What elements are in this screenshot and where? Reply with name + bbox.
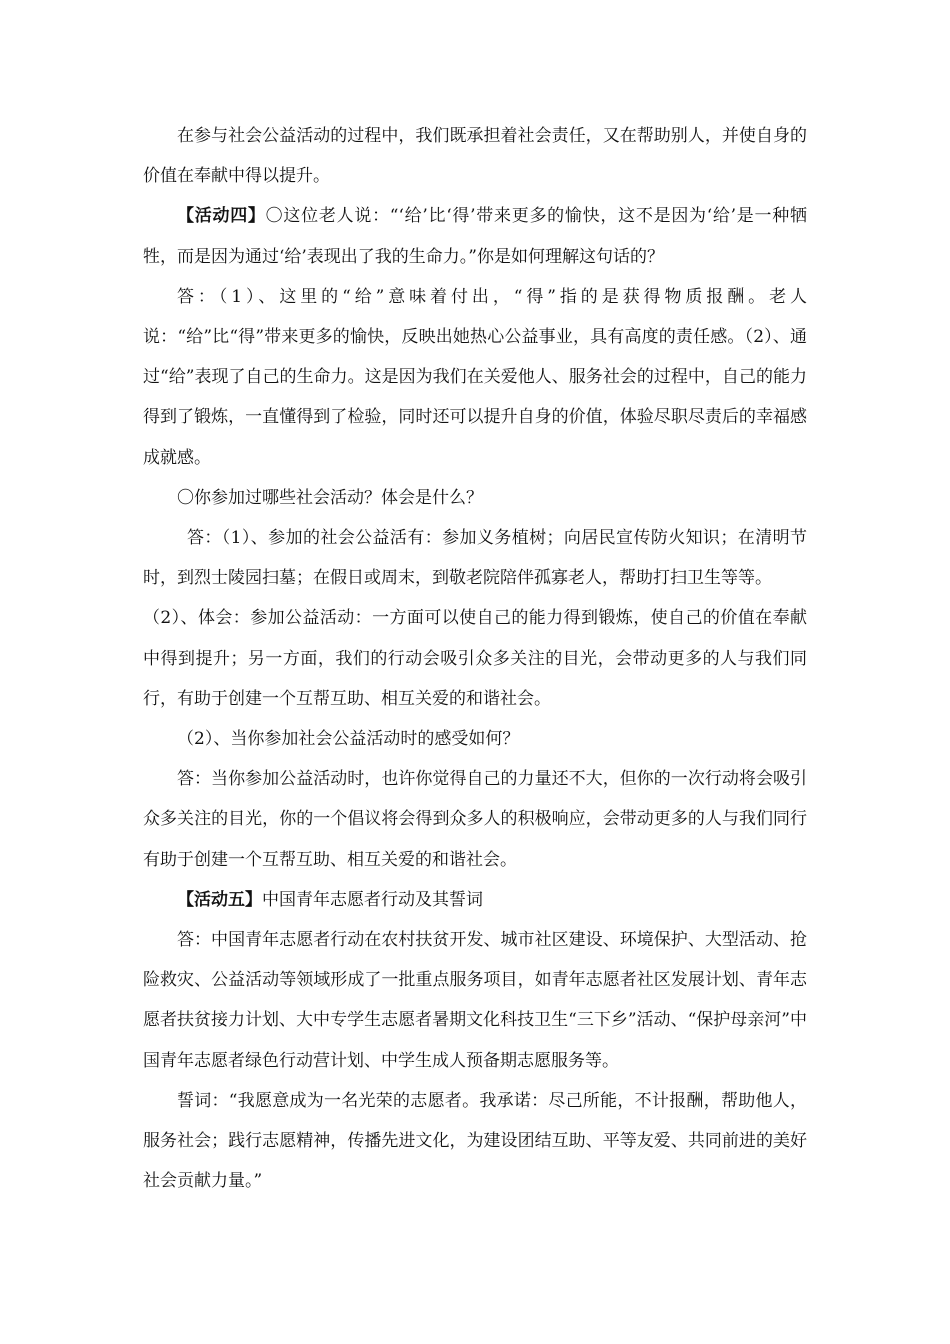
paragraph-volunteer-oath: 誓词：“我愿意成为一名光荣的志愿者。我承诺：尽己所能，不计报酬，帮助他人，服务社会；践行志愿精神，传播先进文化，为建设团结互助、平等友爱、共同前进的美好社会贡献力量。”	[143, 1090, 807, 1192]
paragraph-answer-feelings: 答：当你参加公益活动时，也许你觉得自己的力量还不大，但你的一次行动将会吸引众多关注的目光，你的一个倡议将会得到众多人的积极响应，会带动更多的人与我们同行有助于创建一个互帮互助、相互关爱的和谐社会。	[143, 769, 807, 870]
paragraph-summary: 在参与社会公益活动的过程中，我们既承担着社会责任，又在帮助别人，并使自身的价值在奉献中得以提升。	[143, 126, 807, 187]
paragraph-volunteer-action-answer: 答：中国青年志愿者行动在农村扶贫开发、城市社区建设、环境保护、大型活动、抢险救灾、公益活动等领域形成了一批重点服务项目，如青年志愿者社区发展计划、青年志愿者扶贫接力计划、大中专学生志愿者暑期文化科技卫生“三下乡”活动、“保护母亲河”中国青年志愿者绿色行动营计划、中学生成人预备期志愿服务等。	[143, 930, 807, 1071]
paragraph-activity-four-question	[143, 196, 807, 276]
activity-five-heading: 【活动五】	[177, 889, 262, 910]
paragraph-question-social-activities: 〇你参加过哪些社会活动？体会是什么？	[177, 487, 483, 508]
paragraph-answer-experience: （2）、体会：参加公益活动：一方面可以使自己的能力得到锻炼，使自己的价值在奉献中得到提升；另一方面，我们的行动会吸引众多关注的目光，会带动更多的人与我们同行，有助于创建一个互帮互助、相互关爱的和谐社会。	[143, 608, 807, 709]
paragraph-activity-four-answer: 答：（1）、这里的“给”意味着付出，“得”指的是获得物质报酬。老人说：“给”比“得”带来更多的愉快，反映出她热心公益事业，具有高度的责任感。（2）、通过“给”表现了自己的生命力。这是因为我们在关爱他人、服务社会的过程中，自己的能力得到了锻炼，一直懂得到了检验，同时还可以提升自身的价值，体验尽职尽责后的幸福感成就感。	[143, 286, 807, 468]
document-body	[143, 116, 807, 1201]
paragraph-activity-five-heading	[143, 880, 807, 920]
paragraph-question-feelings: （2）、当你参加社会公益活动时的感受如何？	[177, 729, 520, 750]
activity-five-title-text: 中国青年志愿者行动及其誓词	[262, 889, 483, 910]
paragraph-answer-activities-list: 答：（1）、参加的社会公益活有：参加义务植树；向居民宣传防火知识；在清明节时，到烈士陵园扫墓；在假日或周末，到敬老院陪伴孤寡老人，帮助打扫卫生等等。	[143, 528, 807, 589]
activity-four-question-text: 〇这位老人说：“‘给’比‘得’带来更多的愉快，这不是因为‘给’是一种牺牲，而是因为通过‘给’表现出了我的生命力。”你是如何理解这句话的？	[143, 206, 807, 267]
activity-four-heading: 【活动四】	[177, 206, 266, 227]
